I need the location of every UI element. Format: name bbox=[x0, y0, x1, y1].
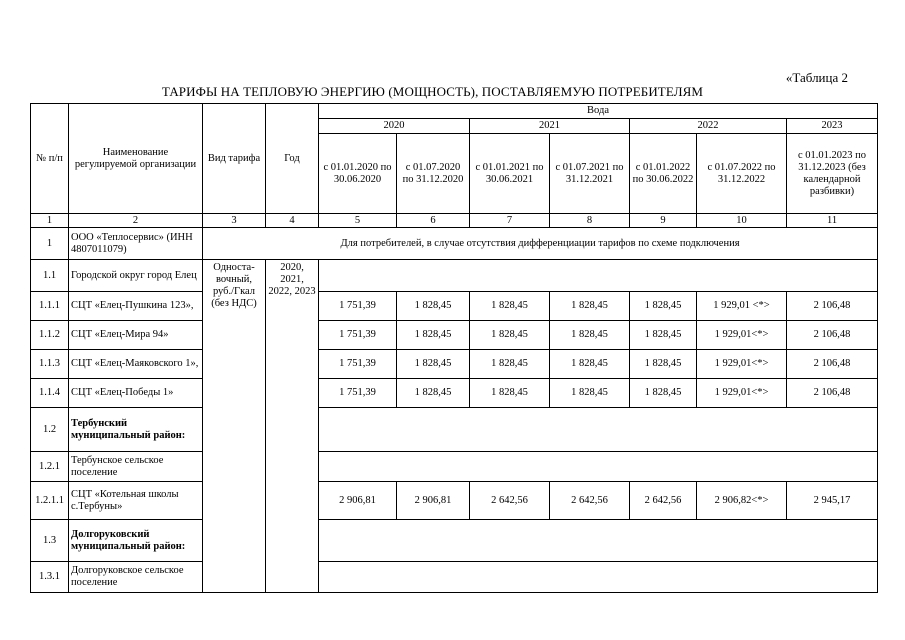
value-cell: 2 106,48 bbox=[787, 350, 878, 379]
header-water: Вода bbox=[319, 104, 878, 119]
header-period-7: с 01.01.2021 по 30.06.2021 bbox=[470, 134, 550, 214]
header-period-6: с 01.07.2020 по 31.12.2020 bbox=[397, 134, 470, 214]
empty-cell bbox=[319, 562, 878, 593]
table-row bbox=[31, 321, 878, 350]
empty-cell bbox=[319, 520, 878, 562]
row-num: 1.3 bbox=[31, 520, 69, 562]
header-period-5: с 01.01.2020 по 30.06.2020 bbox=[319, 134, 397, 214]
value-cell: 2 906,81 bbox=[319, 482, 397, 520]
value-cell: 2 106,48 bbox=[787, 292, 878, 321]
header-period-10: с 01.07.2022 по 31.12.2022 bbox=[697, 134, 787, 214]
value-cell: 1 828,45 bbox=[397, 321, 470, 350]
row-name: СЦТ «Елец-Победы 1» bbox=[69, 379, 203, 408]
table-row bbox=[31, 482, 878, 520]
row-num: 1.2.1 bbox=[31, 452, 69, 482]
row-name: СЦТ «Котельная школы с.Тербуны» bbox=[69, 482, 203, 520]
row-num: 1.2.1.1 bbox=[31, 482, 69, 520]
table-row bbox=[31, 562, 878, 593]
years-cell: 2020, 2021, 2022, 2023 bbox=[266, 260, 319, 593]
row-name: Тербунский муниципальный район: bbox=[69, 408, 203, 452]
value-cell: 1 828,45 bbox=[470, 379, 550, 408]
row-name: Городской округ город Елец bbox=[69, 260, 203, 292]
row-name: Долгоруковское сельское поселение bbox=[69, 562, 203, 593]
row-num: 1.1.4 bbox=[31, 379, 69, 408]
row-note: Для потребителей, в случае отсутствия дифференциации тарифов по схеме подключения bbox=[203, 228, 878, 260]
row-num: 1.3.1 bbox=[31, 562, 69, 593]
row-name: СЦТ «Елец-Маяковского 1», bbox=[69, 350, 203, 379]
table-row bbox=[31, 260, 878, 292]
table-row bbox=[31, 228, 878, 260]
colnum: 7 bbox=[470, 214, 550, 228]
value-cell: 1 828,45 bbox=[397, 350, 470, 379]
colnum: 4 bbox=[266, 214, 319, 228]
value-cell: 2 906,82<*> bbox=[697, 482, 787, 520]
value-cell: 1 828,45 bbox=[630, 350, 697, 379]
value-cell: 1 929,01<*> bbox=[697, 379, 787, 408]
table-caption: «Таблица 2 bbox=[785, 70, 848, 85]
empty-cell bbox=[319, 408, 878, 452]
row-num: 1.1.1 bbox=[31, 292, 69, 321]
value-cell: 2 106,48 bbox=[787, 321, 878, 350]
tariff-type-cell: Односта-вочный, руб./Гкал (без НДС) bbox=[203, 260, 266, 593]
header-num: № п/п bbox=[31, 104, 69, 214]
header-2023: 2023 bbox=[787, 119, 878, 134]
table-row bbox=[31, 350, 878, 379]
header-tariff-type: Вид тарифа bbox=[203, 104, 266, 214]
colnum: 6 bbox=[397, 214, 470, 228]
colnum: 3 bbox=[203, 214, 266, 228]
value-cell: 1 828,45 bbox=[397, 292, 470, 321]
value-cell: 1 828,45 bbox=[397, 379, 470, 408]
header-period-8: с 01.07.2021 по 31.12.2021 bbox=[550, 134, 630, 214]
header-period-9: с 01.01.2022 по 30.06.2022 bbox=[630, 134, 697, 214]
value-cell: 2 906,81 bbox=[397, 482, 470, 520]
value-cell: 1 828,45 bbox=[550, 321, 630, 350]
colnum: 11 bbox=[787, 214, 878, 228]
value-cell: 1 828,45 bbox=[550, 379, 630, 408]
value-cell: 1 828,45 bbox=[550, 292, 630, 321]
value-cell: 2 106,48 bbox=[787, 379, 878, 408]
tariff-table bbox=[30, 103, 878, 593]
colnum: 10 bbox=[697, 214, 787, 228]
table-row bbox=[31, 452, 878, 482]
table-row bbox=[31, 520, 878, 562]
header-2022: 2022 bbox=[630, 119, 787, 134]
page-title: ТАРИФЫ НА ТЕПЛОВУЮ ЭНЕРГИЮ (МОЩНОСТЬ), ПОСТАВЛЯЕМУЮ ПОТРЕБИТЕЛЯМ bbox=[161, 84, 704, 99]
header-period-11: с 01.01.2023 по 31.12.2023 (без календарной разбивки) bbox=[787, 134, 878, 214]
colnum: 2 bbox=[69, 214, 203, 228]
value-cell: 2 642,56 bbox=[630, 482, 697, 520]
row-name: Тербунское сельское поселение bbox=[69, 452, 203, 482]
row-name: СЦТ «Елец-Пушкина 123», bbox=[69, 292, 203, 321]
colnum: 8 bbox=[550, 214, 630, 228]
value-cell: 2 642,56 bbox=[550, 482, 630, 520]
colnum: 9 bbox=[630, 214, 697, 228]
table-row bbox=[31, 292, 878, 321]
value-cell: 1 929,01 <*> bbox=[697, 292, 787, 321]
table-row bbox=[31, 379, 878, 408]
value-cell: 1 929,01<*> bbox=[697, 321, 787, 350]
value-cell: 1 828,45 bbox=[470, 292, 550, 321]
value-cell: 1 751,39 bbox=[319, 350, 397, 379]
value-cell: 1 828,45 bbox=[470, 350, 550, 379]
row-num: 1.1.3 bbox=[31, 350, 69, 379]
row-num: 1.1 bbox=[31, 260, 69, 292]
empty-cell bbox=[319, 260, 878, 292]
table-row bbox=[31, 408, 878, 452]
row-num: 1.2 bbox=[31, 408, 69, 452]
header-2020: 2020 bbox=[319, 119, 470, 134]
row-name: СЦТ «Елец-Мира 94» bbox=[69, 321, 203, 350]
empty-cell bbox=[319, 452, 878, 482]
value-cell: 1 828,45 bbox=[630, 292, 697, 321]
value-cell: 1 828,45 bbox=[550, 350, 630, 379]
value-cell: 2 642,56 bbox=[470, 482, 550, 520]
header-org: Наименование регулируемой организации bbox=[69, 104, 203, 214]
colnum: 5 bbox=[319, 214, 397, 228]
colnum: 1 bbox=[31, 214, 69, 228]
value-cell: 1 751,39 bbox=[319, 321, 397, 350]
row-num: 1 bbox=[31, 228, 69, 260]
value-cell: 1 751,39 bbox=[319, 379, 397, 408]
value-cell: 1 751,39 bbox=[319, 292, 397, 321]
value-cell: 1 828,45 bbox=[630, 321, 697, 350]
row-name: ООО «Теплосервис» (ИНН 4807011079) bbox=[69, 228, 203, 260]
value-cell: 2 945,17 bbox=[787, 482, 878, 520]
row-num: 1.1.2 bbox=[31, 321, 69, 350]
value-cell: 1 828,45 bbox=[630, 379, 697, 408]
header-year: Год bbox=[266, 104, 319, 214]
header-2021: 2021 bbox=[470, 119, 630, 134]
value-cell: 1 929,01<*> bbox=[697, 350, 787, 379]
value-cell: 1 828,45 bbox=[470, 321, 550, 350]
row-name: Долгоруковский муниципальный район: bbox=[69, 520, 203, 562]
